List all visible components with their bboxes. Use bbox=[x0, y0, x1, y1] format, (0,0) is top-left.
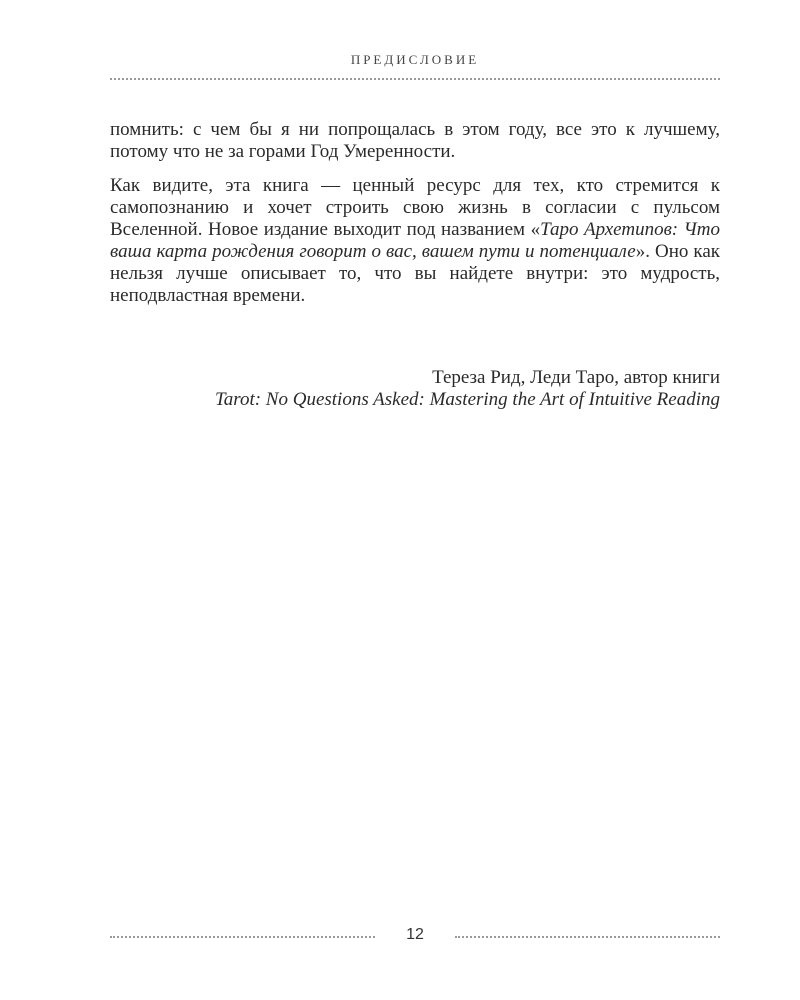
book-title-reference: Таро Архетипов: Что ваша карта рождения говорит о вас, вашем пути и потенциале bbox=[110, 219, 720, 262]
author-signature bbox=[110, 367, 720, 411]
paragraph-2-end: ». Оно как нельзя лучше описывает то, что вы найдете внутри: это мудрость, неподвластная времени. bbox=[110, 241, 721, 306]
paragraph-1: помнить: с чем бы я ни попрощалась в этом году, все это к лучшему, потому что не за горами Год Умеренности. bbox=[110, 119, 720, 162]
header-divider bbox=[110, 78, 720, 80]
running-head: ПРЕДИСЛОВИЕ bbox=[350, 52, 480, 67]
main-text bbox=[110, 119, 720, 319]
signature-book-title: Tarot: No Questions Asked: Mastering the Art of Intuitive Reading bbox=[214, 389, 720, 410]
paragraph-2-start: Как видите, эта книга — ценный ресурс для тех, кто стремится к самопознанию и хочет строить свою жизнь в согласии с пульсом Вселенной. Новое издание выходит под названием « bbox=[110, 175, 720, 240]
paragraph-2 bbox=[110, 175, 720, 307]
page-number: 12 bbox=[406, 926, 424, 943]
footer-divider-right bbox=[455, 936, 720, 938]
signature-name: Тереза Рид, Леди Таро, автор книги bbox=[432, 367, 720, 388]
page-footer bbox=[110, 926, 720, 946]
